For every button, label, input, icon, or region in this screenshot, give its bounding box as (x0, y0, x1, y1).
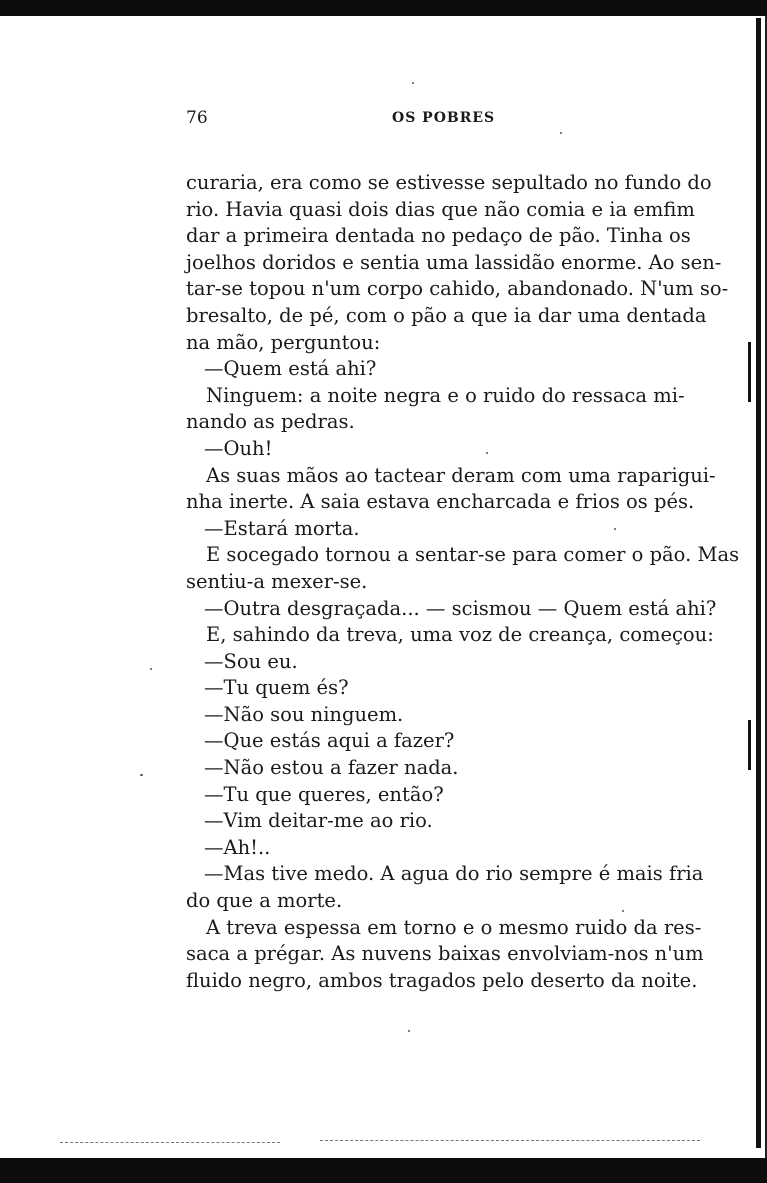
dialogue-line: —Não sou ninguem. (204, 702, 404, 726)
text-line: na mão, perguntou: (186, 330, 381, 354)
text-line: As suas mãos ao tactear deram com uma raparigui- (206, 463, 716, 487)
text-line: fluido negro, ambos tragados pelo deserto da noite. (186, 968, 698, 992)
page-edge-mark (748, 342, 751, 402)
running-title: OS POBRES (392, 110, 496, 126)
dialogue-line: —Mas tive medo. A agua do rio sempre é mais fria (204, 862, 704, 886)
text-line: Ninguem: a noite negra e o ruido do ressaca mi- (206, 383, 685, 407)
dialogue-line: —Ah!.. (204, 835, 271, 859)
dialogue-line: —Não estou a fazer nada. (204, 756, 459, 780)
scan-speck (408, 1030, 410, 1032)
dialogue-line: —Tu que queres, então? (204, 782, 444, 806)
dialogue-line: —Vim deitar-me ao rio. (204, 809, 433, 833)
scan-speck (140, 774, 143, 776)
dialogue-line: —Tu quem és? (204, 676, 349, 700)
text-line: do que a morte. (186, 889, 343, 913)
dialogue-line: —Sou eu. (204, 649, 298, 673)
page-edge-mark (748, 720, 751, 770)
scan-speck (412, 82, 414, 84)
text-line: E, sahindo da treva, uma voz de creança, começou: (206, 623, 714, 647)
scan-speck (486, 452, 488, 454)
scan-bottom-border (0, 1158, 767, 1183)
text-line: A treva espessa em torno e o mesmo ruido da res- (206, 915, 702, 939)
page-number: 76 (186, 108, 208, 128)
text-line: nando as pedras. (186, 410, 355, 434)
page-body (186, 170, 740, 994)
text-line: bresalto, de pé, com o pão a que ia dar uma dentada (186, 303, 707, 327)
scan-noise-line (60, 1142, 280, 1144)
text-line: rio. Havia quasi dois dias que não comia e ia emfim (186, 197, 695, 221)
scan-speck (614, 528, 616, 530)
text-line: curaria, era como se estivesse sepultado no fundo do (186, 171, 712, 194)
text-line: dar a primeira dentada no pedaço de pão. Tinha os (186, 224, 691, 248)
text-line: E socegado tornou a sentar-se para comer o pão. Mas (206, 543, 740, 567)
dialogue-line: —Outra desgraçada... — scismou — Quem está ahi? (204, 596, 717, 620)
text-line: tar-se topou n'um corpo cahido, abandonado. N'um so- (186, 277, 729, 301)
text-line: saca a prégar. As nuvens baixas envolviam-nos n'um (186, 942, 704, 966)
dialogue-line: —Que estás aqui a fazer? (204, 729, 455, 753)
scan-speck (560, 132, 562, 134)
scan-speck (622, 910, 624, 912)
scan-top-border (0, 0, 767, 16)
dialogue-line: —Quem está ahi? (204, 357, 377, 381)
text-line: sentiu-a mexer-se. (186, 569, 368, 593)
running-head (186, 108, 686, 132)
text-line: joelhos doridos e sentia uma lassidão enorme. Ao sen- (186, 250, 722, 274)
text-line: nha inerte. A saia estava encharcada e frios os pés. (186, 490, 695, 514)
dialogue-line: —Estará morta. (204, 516, 360, 540)
scan-speck (150, 668, 152, 670)
dialogue-line: —Ouh! (204, 436, 273, 460)
scan-noise-line (320, 1140, 700, 1142)
page-edge-shadow (756, 18, 761, 1148)
